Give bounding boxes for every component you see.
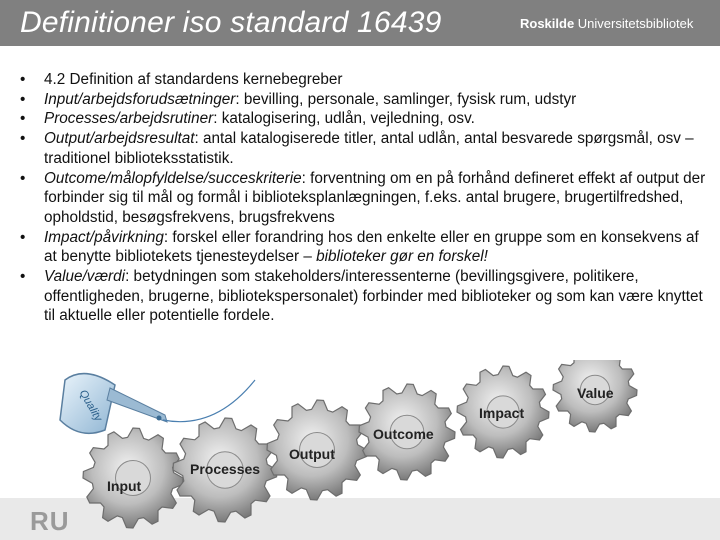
slide-title: Definitioner iso standard 16439 xyxy=(20,6,442,39)
bullet-list xyxy=(20,70,710,326)
oil-stream xyxy=(163,380,255,422)
bullet-term: Input/arbejdsforudsætninger xyxy=(44,90,236,108)
university-logo xyxy=(520,16,693,31)
bullet-text: : forskel eller forandring hos den enkelte eller en gruppe som en konsekvens af at benytte bibliotekets tjenesteydelser – xyxy=(44,228,699,266)
bullet-term: Value/værdi xyxy=(44,268,126,286)
gear-chain-illustration xyxy=(55,360,715,540)
bullet-text: : bevilling, personale, samlinger, fysisk rum, udstyr xyxy=(235,90,577,108)
bullet-term: Impact/påvirkning xyxy=(44,228,164,246)
bullet-item: • Value/værdi: betydningen som stakeholders/interessenterne (bevillingsgivere, politikere, offentligheden, brugerne, bibliotekspersonalet) forbinder med biblioteker og som kan være knyttet til aktuelle eller potentielle fordele. xyxy=(20,268,703,325)
gear-label: Impact xyxy=(479,405,525,421)
bullet-item: • Impact/påvirkning: forskel eller forandring hos den enkelte eller en gruppe som en konsekvens af at benytte bibliotekets tjenesteydelser – biblioteker gør en forskel! xyxy=(20,228,699,266)
gear-label: Output xyxy=(289,446,335,462)
bullet-text: 4.2 Definition af standardens kernebegreber xyxy=(44,71,343,88)
gear-impact xyxy=(457,366,549,458)
footer-logo: RU xyxy=(30,506,70,536)
bullet-text: : katalogisering, udlån, vejledning, osv. xyxy=(213,110,475,128)
gear-label: Outcome xyxy=(373,426,434,442)
title-bar xyxy=(0,0,720,46)
oil-can-icon xyxy=(60,374,167,434)
gear-value xyxy=(553,360,637,432)
bullet-text: : betydningen som stakeholders/interessenterne (bevillingsgivere, politikere, offentligheden, brugerne, bibliotekspersonalet) forbinder med biblioteker og som kan være knyttet til aktuelle eller potentielle fordele. xyxy=(44,268,703,325)
gear-label: Processes xyxy=(190,461,261,477)
gear-output xyxy=(267,400,367,500)
bullet-item: • Input/arbejdsforudsætninger: bevilling, personale, samlinger, fysisk rum, udstyr xyxy=(20,90,577,108)
bullet-emphasis: biblioteker gør en forskel! xyxy=(316,248,488,266)
gear-outcome xyxy=(359,384,455,480)
gear-input xyxy=(83,428,183,528)
bullet-text: : antal katalogiserede titler, antal udlån, antal besvarede spørgsmål, osv – traditionel biblioteksstatistik. xyxy=(44,130,694,167)
gear-set xyxy=(83,360,637,528)
bullet-item: • Output/arbejdsresultat: antal katalogiserede titler, antal udlån, antal besvarede spørgsmål, osv – traditionel biblioteksstatistik. xyxy=(20,130,694,167)
bullet-item: • 4.2 Definition af standardens kernebegreber xyxy=(20,71,343,88)
bullet-term: Processes/arbejdsrutiner xyxy=(44,110,214,128)
logo-text-1: Roskilde xyxy=(520,16,578,31)
bullet-term: Outcome/målopfyldelse/succeskriterie xyxy=(44,169,302,187)
logo-text-2: Universitetsbibliotek xyxy=(577,16,694,31)
gear-processes xyxy=(173,418,277,522)
bullet-item: • Outcome/målopfyldelse/succeskriterie: forventning om en på forhånd defineret effekt af output der forbinder sig til mål og formål i biblioteksplanlægningen, f.eks. antal brugere, brugertilfredshed, opholdstid, besøgsfrekvens, brugsfrekvens xyxy=(20,169,706,226)
bullet-term: Output/arbejdsresultat xyxy=(44,130,195,148)
gear-label: Input xyxy=(107,478,142,494)
bullet-item: • Processes/arbejdsrutiner: katalogisering, udlån, vejledning, osv. xyxy=(20,110,475,128)
bullet-text: : forventning om en på forhånd defineret effekt af output der forbinder sig til mål og formål i biblioteksplanlægningen, f.eks. antal brugere, brugertilfredshed, opholdstid, besøgsfrekvens, brugsfrekvens xyxy=(44,169,706,226)
oilcan-label: Quality xyxy=(76,387,105,424)
gear-label: Value xyxy=(577,385,614,401)
